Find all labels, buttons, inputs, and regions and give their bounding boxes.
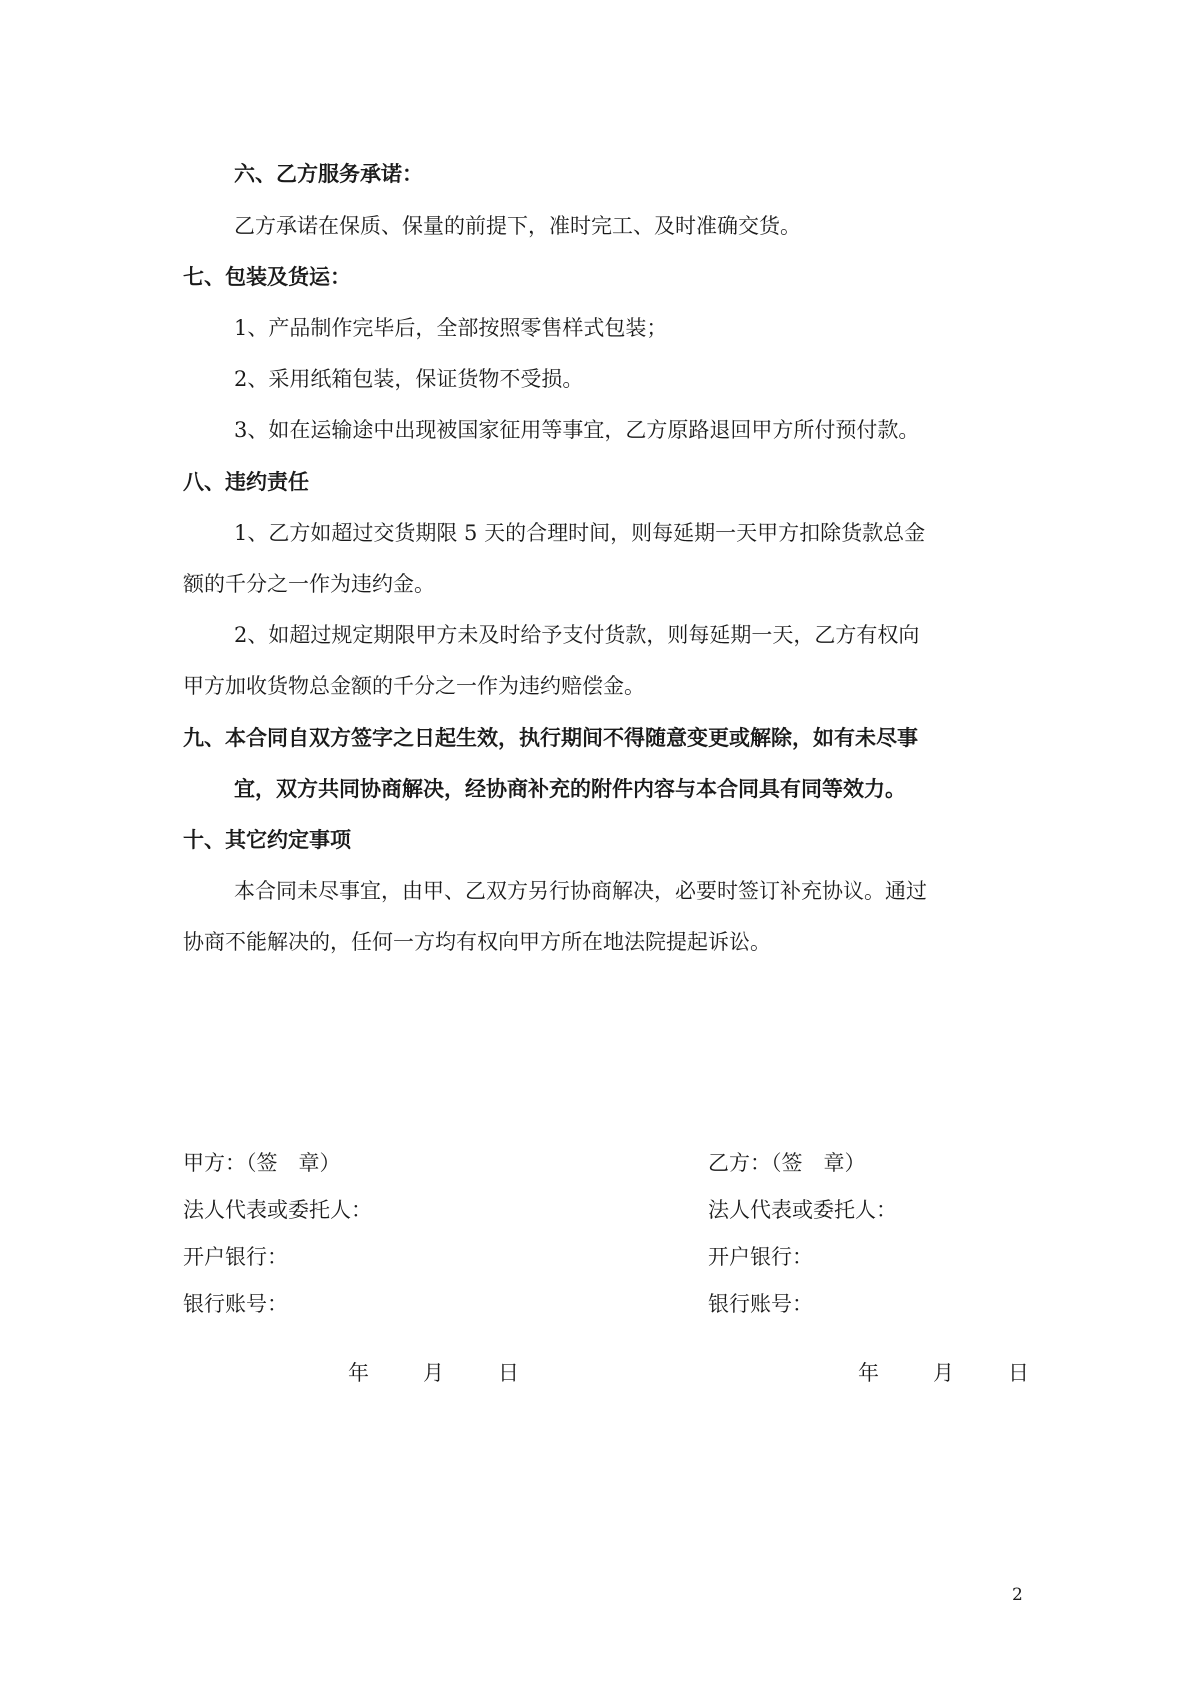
section-8-heading: 八、违约责任 <box>183 469 309 494</box>
party-a-seal: 甲方：（签 章） <box>183 1151 341 1175</box>
party-b-seal: 乙方：（签 章） <box>708 1151 866 1175</box>
section-8-item-2-line-1: 2、如超过规定期限甲方未及时给予支付货款，则每延期一天，乙方有权向 <box>234 623 920 647</box>
section-7-item-3: 3、如在运输途中出现被国家征用等事宜，乙方原路退回甲方所付预付款。 <box>234 418 920 442</box>
section-7-heading: 七、包装及货运： <box>183 264 351 289</box>
party-b-bank: 开户银行： <box>708 1245 813 1269</box>
party-a-representative: 法人代表或委托人： <box>183 1198 372 1222</box>
section-10-heading: 十、其它约定事项 <box>183 827 351 852</box>
section-6-heading: 六、乙方服务承诺： <box>234 161 423 186</box>
party-a-bank: 开户银行： <box>183 1245 288 1269</box>
section-8-item-1-line-2: 额的千分之一作为违约金。 <box>183 572 435 596</box>
section-10-paragraph-line-2: 协商不能解决的，任何一方均有权向甲方所在地法院提起诉讼。 <box>183 930 771 954</box>
party-a-date-day: 日 <box>498 1361 519 1385</box>
section-10-paragraph-line-1: 本合同未尽事宜，由甲、乙双方另行协商解决，必要时签订补充协议。通过 <box>234 879 927 903</box>
party-a-date-month: 月 <box>423 1361 444 1385</box>
party-b-account: 银行账号： <box>708 1292 813 1316</box>
party-a-account: 银行账号： <box>183 1292 288 1316</box>
page-number: 2 <box>1012 1585 1023 1605</box>
party-b-date-year: 年 <box>858 1361 879 1385</box>
section-6-paragraph: 乙方承诺在保质、保量的前提下，准时完工、及时准确交货。 <box>234 214 801 238</box>
party-b-date-month: 月 <box>933 1361 954 1385</box>
section-7-item-1: 1、产品制作完毕后，全部按照零售样式包装； <box>234 316 668 340</box>
section-9-line-1: 九、本合同自双方签字之日起生效，执行期间不得随意变更或解除，如有未尽事 <box>183 725 918 750</box>
section-9-line-2: 宜，双方共同协商解决，经协商补充的附件内容与本合同具有同等效力。 <box>234 776 906 801</box>
section-8-item-2-line-2: 甲方加收货物总金额的千分之一作为违约赔偿金。 <box>183 674 645 698</box>
party-b-representative: 法人代表或委托人： <box>708 1198 897 1222</box>
section-8-item-1-line-1: 1、乙方如超过交货期限 5 天的合理时间，则每延期一天甲方扣除货款总金 <box>234 521 926 545</box>
party-a-date-year: 年 <box>348 1361 369 1385</box>
party-b-date-day: 日 <box>1008 1361 1029 1385</box>
section-7-item-2: 2、采用纸箱包装，保证货物不受损。 <box>234 367 584 391</box>
